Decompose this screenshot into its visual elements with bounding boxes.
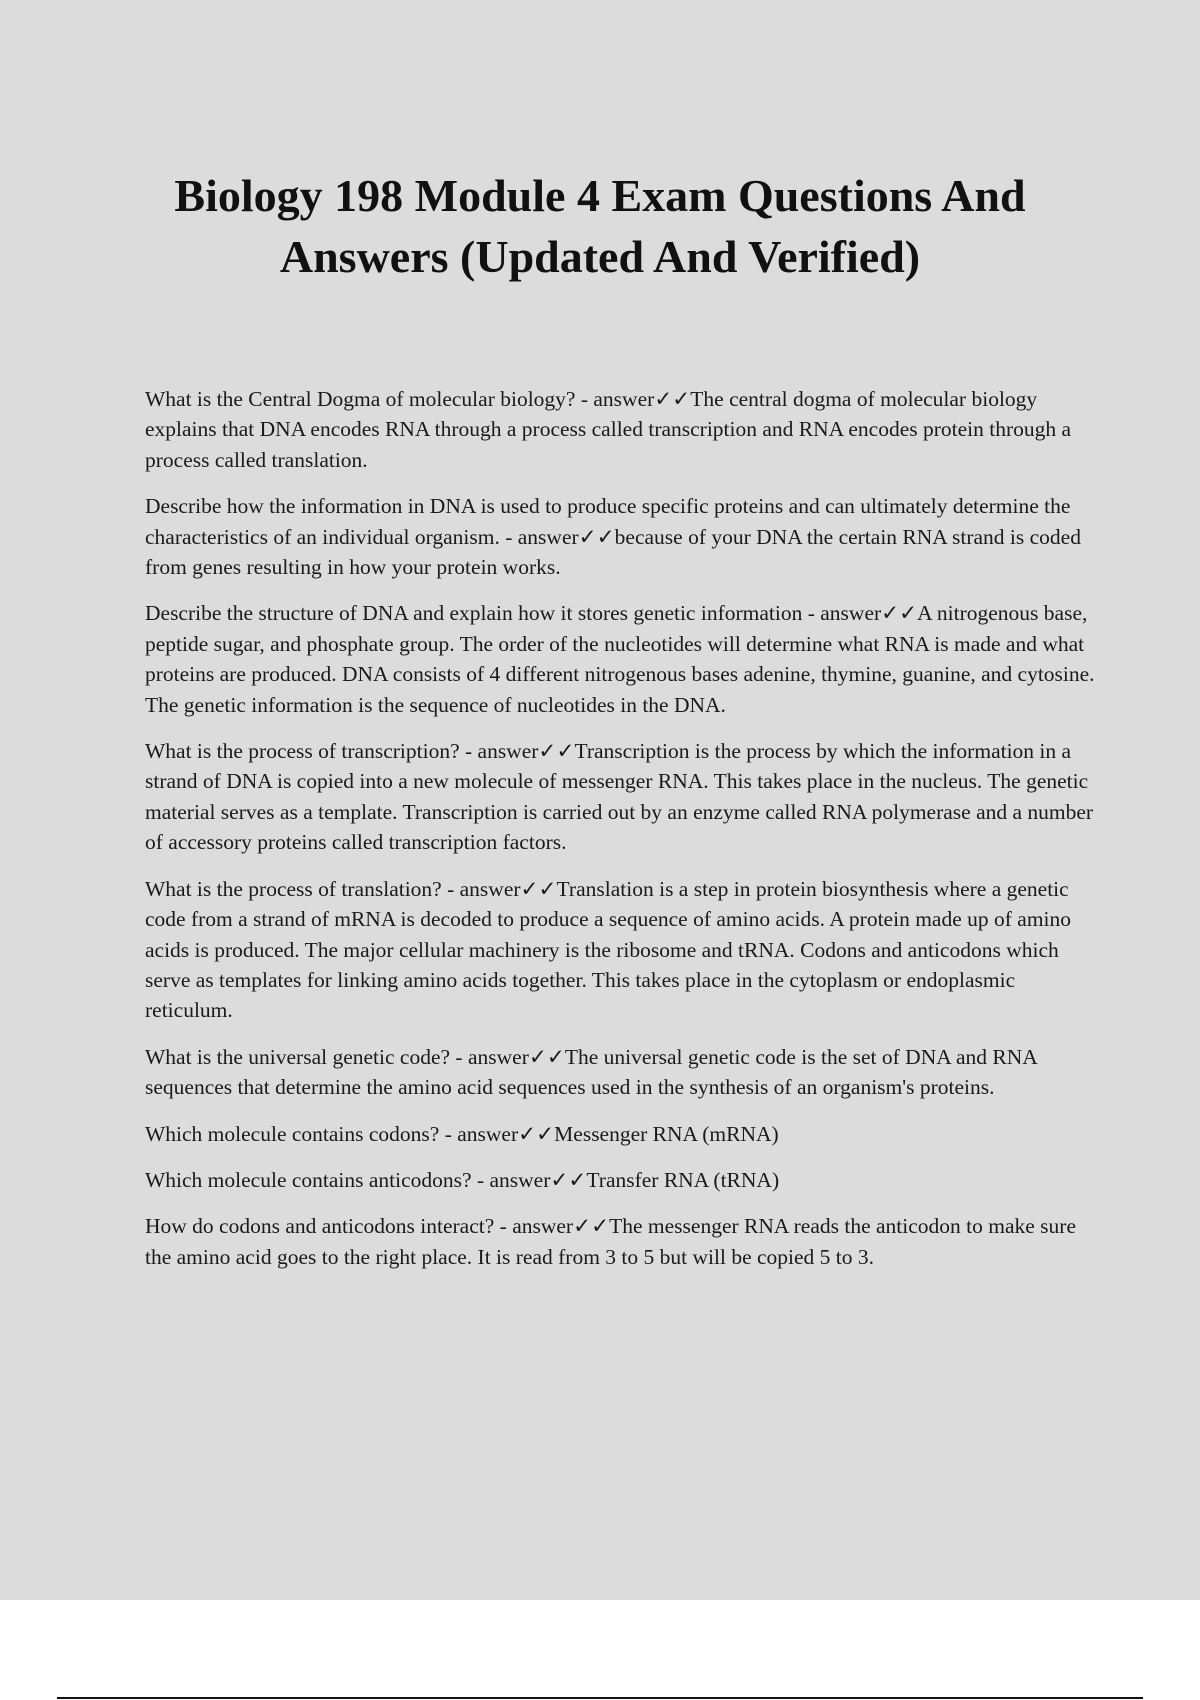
qa-item-codon-interaction: How do codons and anticodons interact? - answer✓✓The messenger RNA reads the anticodon to make sure the amino acid goes to the right place. It is read from 3 to 5 but will be copied 5 to 3. (145, 1214, 1076, 1269)
document-title: Biology 198 Module 4 Exam Questions And Answers (Updated And Verified) (174, 170, 1026, 282)
qa-list (145, 384, 1095, 1288)
qa-item-dna-to-protein: Describe how the information in DNA is used to produce specific proteins and can ultimately determine the characteristics of an individual organism. - answer✓✓because of your DNA the certain RNA strand is coded from genes resulting in how your protein works. (145, 494, 1081, 580)
qa-item-genetic-code: What is the universal genetic code? - answer✓✓The universal genetic code is the set of DNA and RNA sequences that determine the amino acid sequences used in the synthesis of an organism's proteins. (145, 1044, 1037, 1100)
qa-item-translation: What is the process of translation? - answer✓✓Translation is a step in protein biosynthesis where a genetic code from a strand of mRNA is decoded to produce a sequence of amino acids. A protein made up of amino acids is produced. The major cellular machinery is the ribosome and tRNA. Codons and anticodons which serve as templates for linking amino acids together. This takes place in the cytoplasm or endoplasmic reticulum. (145, 876, 1072, 1023)
qa-item-transcription: What is the process of transcription? - answer✓✓Transcription is the process by which the information in a strand of DNA is copied into a new molecule of messenger RNA. This takes place in the nucleus. The genetic material serves as a template. Transcription is carried out by an enzyme called RNA polymerase and a number of accessory proteins called transcription factors. (145, 739, 1094, 855)
qa-item-codons: Which molecule contains codons? - answer✓✓Messenger RNA (mRNA) (145, 1121, 779, 1146)
qa-item-dna-structure: Describe the structure of DNA and explain how it stores genetic information - answer✓✓A nitrogenous base, peptide sugar, and phosphate group. The order of the nucleotides will determine what RNA is made and what proteins are produced. DNA consists of 4 different nitrogenous bases adenine, thymine, guanine, and cytosine. The genetic information is the sequence of nucleotides in the DNA. (145, 601, 1095, 717)
qa-item-central-dogma: What is the Central Dogma of molecular biology? - answer✓✓The central dogma of molecular biology explains that DNA encodes RNA through a process called transcription and RNA encodes protein through a process called translation. (145, 387, 1072, 472)
footer-divider (57, 1697, 1143, 1699)
qa-item-anticodons: Which molecule contains anticodons? - answer✓✓Transfer RNA (tRNA) (145, 1167, 780, 1192)
